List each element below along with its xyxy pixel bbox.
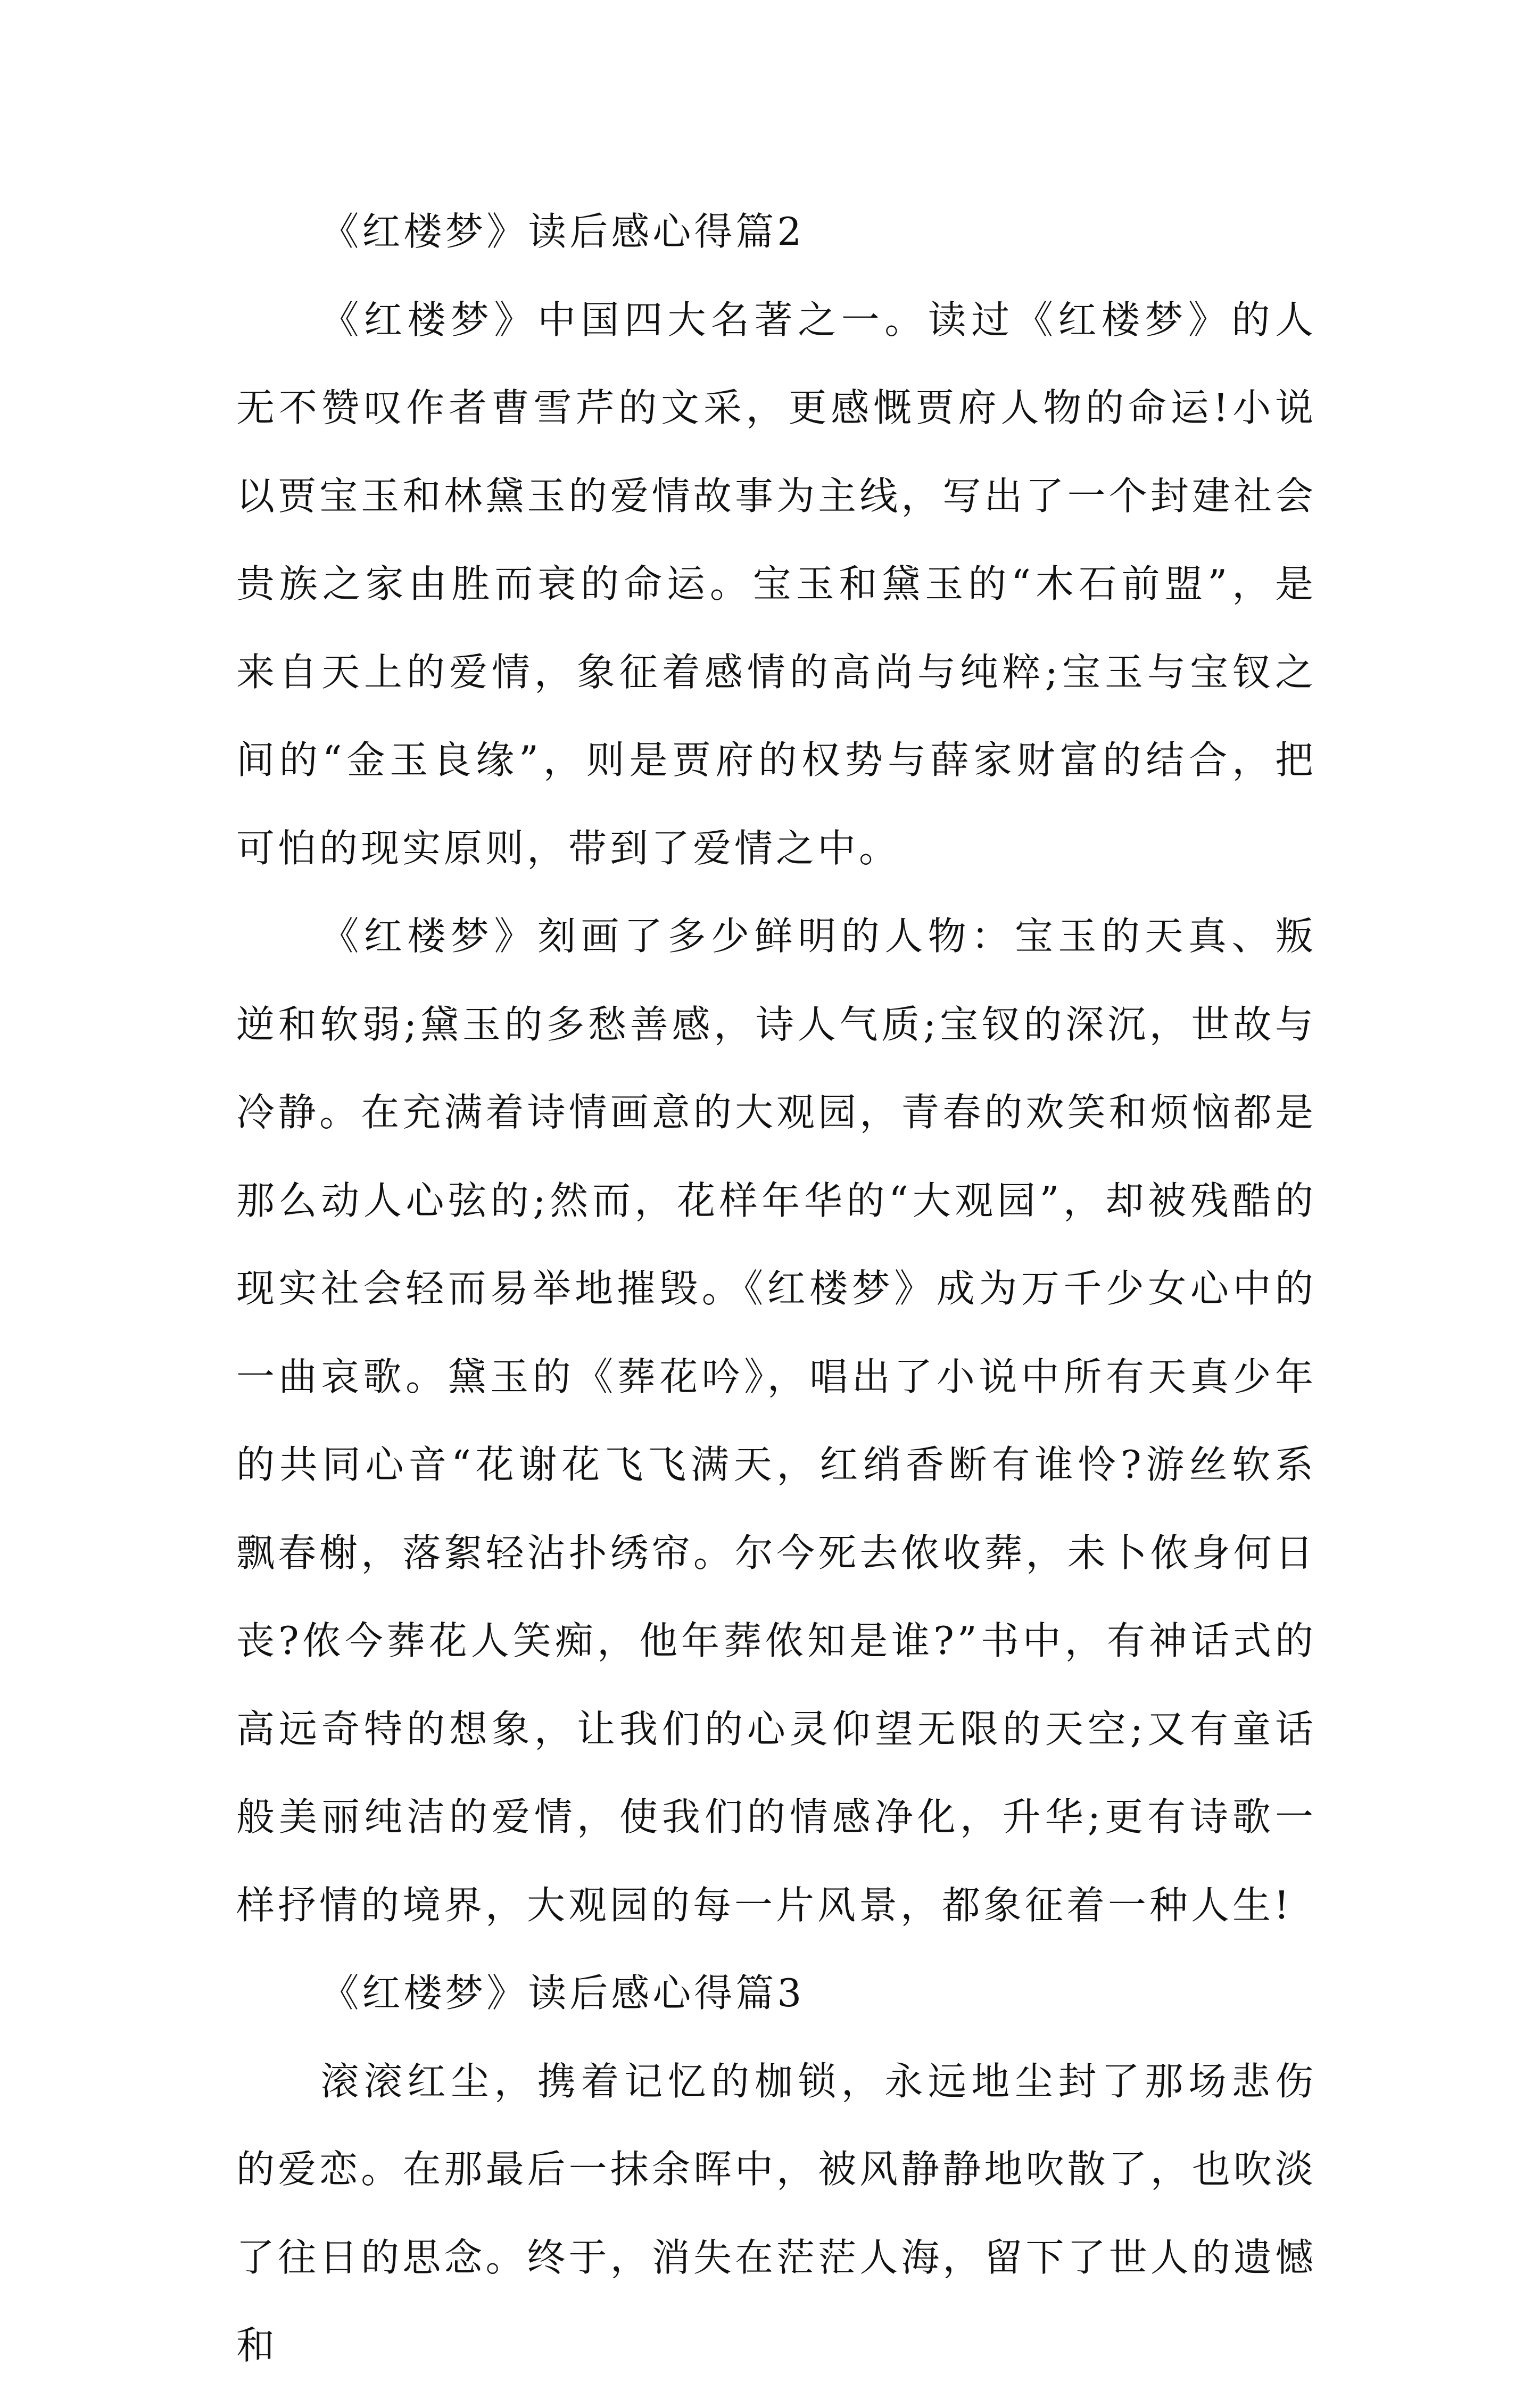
paragraph-2: 《红楼梦》刻画了多少鲜明的人物：宝玉的天真、叛逆和软弱;黛玉的多愁善感，诗人气质;宝钗的深沉，世故与冷静。在充满着诗情画意的大观园，青春的欢笑和烦恼都是那么动人心弦的;然而，花样年华的“大观园”，却被残酷的现实社会轻而易举地摧毁。《红楼梦》成为万千少女心中的一曲哀歌。黛玉的《葬花吟》，唱出了小说中所有天真少年的共同心音“花谢花飞飞满天，红绡香断有谁怜?游丝软系飘春榭，落絮轻沾扑绣帘。尔今死去侬收葬，未卜侬身何日丧?侬今葬花人笑痴，他年葬侬知是谁?”书中，有神话式的高远奇特的想象，让我们的心灵仰望无限的天空;又有童话般美丽纯洁的爱情，使我们的情感净化，升华;更有诗歌一样抒情的境界，大观园的每一片风景，都象征着一种人生! bbox=[236, 914, 1317, 1928]
document-body bbox=[236, 188, 1317, 2390]
section-heading-2: 《红楼梦》读后感心得篇2 bbox=[320, 209, 805, 254]
section-heading-3: 《红楼梦》读后感心得篇3 bbox=[320, 1971, 805, 2015]
paragraph-3: 滚滚红尘，携着记忆的枷锁，永远地尘封了那场悲伤的爱恋。在那最后一抹余晖中，被风静静地吹散了，也吹淡了往日的思念。终于，消失在茫茫人海，留下了世人的遗憾和 bbox=[236, 2058, 1317, 2368]
paragraph-1: 《红楼梦》中国四大名著之一。读过《红楼梦》的人无不赞叹作者曹雪芹的文采，更感慨贾府人物的命运!小说以贾宝玉和林黛玉的爱情故事为主线，写出了一个封建社会贵族之家由胜而衰的命运。宝玉和黛玉的“木石前盟”，是来自天上的爱情，象征着感情的高尚与纯粹;宝玉与宝钗之间的“金玉良缘”，则是贾府的权势与薛家财富的结合，把可怕的现实原则，带到了爱情之中。 bbox=[236, 297, 1317, 871]
